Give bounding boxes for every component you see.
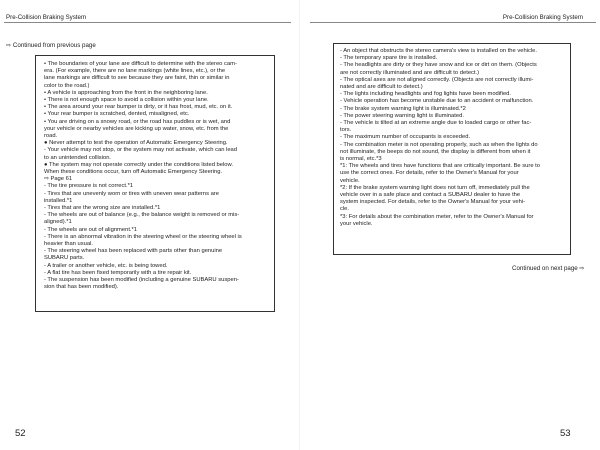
text-line: • The area around your rear bumper is dirty, or it has frost, mud, etc. on it. <box>44 104 233 111</box>
text-line: installed.*1 <box>44 197 73 204</box>
text-line: - The temporary spare tire is installed. <box>340 55 438 62</box>
text-line: sion that has been modified). <box>44 284 119 291</box>
text-line: - There is an abnormal vibration in the steering wheel or the steering wheel is <box>44 233 242 240</box>
text-line: are not correctly illuminated and are difficult to detect.) <box>340 69 480 76</box>
text-line: When these conditions occur, turn off Automatic Emergency Steering. <box>44 169 223 176</box>
text-line: era. (For example, there are no lane markings (white lines, etc.), or the <box>44 68 226 75</box>
text-line: - Tires that are the wrong size are installed.*1 <box>44 205 161 212</box>
right-page-header: Pre-Collision Braking System <box>502 14 583 21</box>
text-line: • There is not enough space to avoid a collision within your lane. <box>44 97 209 104</box>
left-page-number: 52 <box>15 428 26 439</box>
text-line: - A flat tire has been fixed temporarily with a tire repair kit. <box>44 269 192 276</box>
text-line: your vehicle or nearby vehicles are kicking up water, snow, etc. from the <box>44 125 229 132</box>
text-line: - The wheels are out of alignment.*1 <box>44 226 138 233</box>
text-line: - The suspension has been modified (including a genuine SUBARU suspen- <box>44 277 239 284</box>
right-warning-text <box>340 48 566 228</box>
text-line: ● The system may not operate correctly under the conditions listed below. <box>44 161 233 168</box>
footnote-line: cle. <box>340 206 350 213</box>
text-line: - The combination meter is not operating properly, such as when the lights do <box>340 141 538 148</box>
footnote-line: *3: For details about the combination meter, refer to the Owner's Manual for <box>340 213 534 220</box>
right-warning-box <box>333 43 571 255</box>
text-line: - The lights including headlights and fog lights have been modified. <box>340 91 512 98</box>
text-line: - The steering wheel has been replaced with parts other than genuine <box>44 248 223 255</box>
footnote-line: *1: The wheels and tires have functions that are critically important. Be sure to <box>340 163 540 170</box>
text-line: - The tire pressure is not correct.*1 <box>44 183 134 190</box>
footnote-line: *2: If the brake system warning light does not turn off, immediately pull the <box>340 184 530 191</box>
footnote-line: use the correct ones. For details, refer to the Owner's Manual for your <box>340 170 519 177</box>
text-line: ● Never attempt to test the operation of Automatic Emergency Steering. <box>44 140 228 147</box>
text-line: • Your rear bumper is scratched, dented, misaligned, etc. <box>44 111 190 118</box>
footnote-line: vehicle. <box>340 177 360 184</box>
text-line: - An object that obstructs the stereo camera's view is installed on the vehicle. <box>340 48 538 54</box>
footnote-line: system inspected. For details, refer to the Owner's Manual for your vehi- <box>340 199 526 206</box>
text-line: nated and are difficult to detect.) <box>340 84 423 91</box>
text-line: not illuminate, the beeps do not sound, the display is different from when it <box>340 148 531 155</box>
text-line: heavier than usual. <box>44 241 93 248</box>
text-line: - A trailer or another vehicle, etc. is being towed. <box>44 262 168 269</box>
text-line: - The vehicle is tilted at an extreme angle due to loaded cargo or other fac- <box>340 120 532 127</box>
footnote-line: your vehicle. <box>340 220 373 227</box>
footnote-line: vehicle over in a safe place and contact a SUBARU dealer to have the <box>340 192 521 199</box>
text-line: - The power steering warning light is illuminated. <box>340 112 464 119</box>
continued-on-next-link[interactable]: Continued on next page ⇨ <box>512 265 585 272</box>
text-line: color to the road.) <box>44 82 90 89</box>
text-line: tors. <box>340 127 352 134</box>
text-line: aligned).*1 <box>44 219 72 226</box>
text-line: • A vehicle is approaching from the front in the neighboring lane. <box>44 89 208 96</box>
text-line: lane markings are difficult to see because they are faint, thin or similar in <box>44 75 230 82</box>
left-page-header: Pre-Collision Braking System <box>6 14 87 21</box>
text-line: road. <box>44 133 58 140</box>
text-line: SUBARU parts. <box>44 255 85 262</box>
text-line: - The wheels are out of balance (e.g., the balance weight is removed or mis- <box>44 212 240 219</box>
page-gutter <box>299 0 300 450</box>
text-line: - The headlights are dirty or they have snow and ice or dirt on them. (Objects <box>340 62 537 69</box>
right-page-number: 53 <box>560 428 571 439</box>
text-line: • The boundaries of your lane are difficult to determine with the stereo cam- <box>44 61 237 67</box>
text-line: to an unintended collision. <box>44 154 112 161</box>
text-line: - The maximum number of occupants is exceeded. <box>340 134 471 141</box>
page-61-link[interactable]: ⇨ Page 61 <box>44 176 73 183</box>
text-line: is normal, etc.*3 <box>340 156 382 163</box>
text-line: - Vehicle operation has become unstable due to an accident or malfunction. <box>340 98 534 105</box>
text-line: - Your vehicle may not stop, or the system may not activate, which can lead <box>44 147 238 154</box>
left-header-rule <box>4 22 291 23</box>
left-warning-box <box>35 55 275 312</box>
text-line: - Tires that are unevenly worn or tires with uneven wear patterns are <box>44 190 219 197</box>
left-warning-text <box>44 61 270 292</box>
right-header-rule <box>310 22 596 23</box>
text-line: • You are driving on a snowy road, or the road has puddles or is wet, and <box>44 118 231 125</box>
text-line: - The brake system warning light is illuminated.*2 <box>340 105 466 112</box>
continued-from-previous-link[interactable]: ⇨ Continued from previous page <box>6 42 96 49</box>
text-line: - The optical axes are not aligned correctly. (Objects are not correctly illumi- <box>340 76 534 83</box>
